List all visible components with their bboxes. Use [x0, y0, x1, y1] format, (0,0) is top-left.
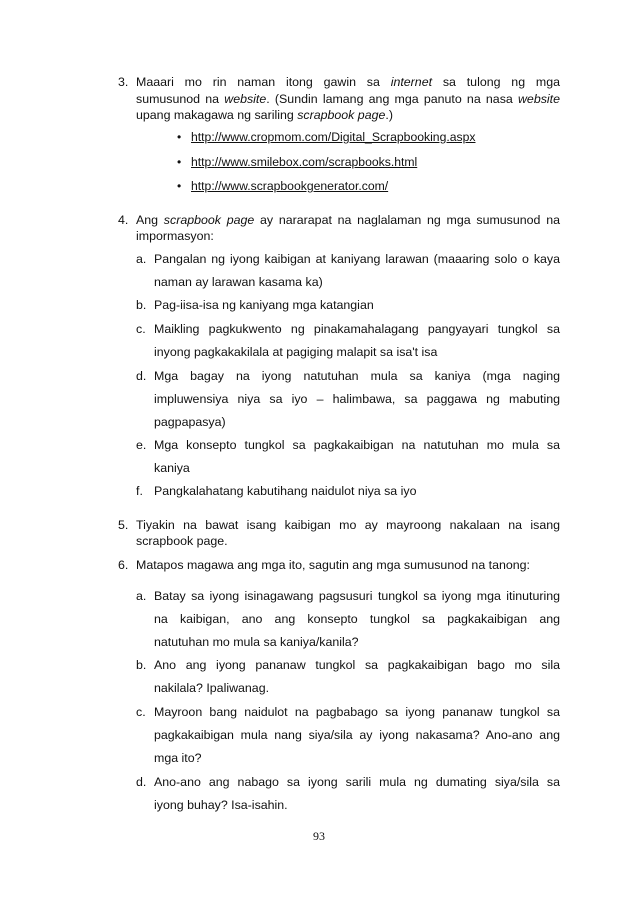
sub-item-6c-line-3: mga ito? — [154, 751, 202, 765]
sub-item-4b-line-1: Pag-iisa-isa ng kaniyang mga katangian — [154, 298, 374, 312]
sub-item-4e-line-2: kaniya — [154, 461, 190, 475]
sub-item-4d-line-2: impluwensiya niya sa iyo – halimbawa, sa paggawa ng mabuting — [154, 392, 560, 406]
sub-item-6a-line-3: natutuhan mo mula sa kaniya/kanila? — [154, 635, 359, 649]
bullet-icon: • — [177, 155, 182, 169]
sub-item-6d-line-2: iyong buhay? Isa-isahin. — [154, 798, 288, 812]
sub-item-6b-line-1: Ano ang iyong pananaw tungkol sa pagkakaibigan bago mo sila — [154, 658, 560, 672]
sub-letter: c. — [136, 705, 146, 719]
sub-letter: d. — [136, 369, 147, 383]
link-cropmom[interactable]: http://www.cropmom.com/Digital_Scrapbooking.aspx — [191, 130, 476, 144]
sub-letter: d. — [136, 775, 147, 789]
sub-item-6c-line-1: Mayroon bang naidulot na pagbabago sa iyong pananaw tungkol sa — [154, 705, 560, 719]
item-4-line-2: impormasyon: — [136, 229, 214, 243]
item-6-number: 6. — [118, 558, 129, 572]
sub-item-4d-line-1: Mga bagay na iyong natutuhan mula sa kaniya (mga naging — [154, 369, 560, 383]
item-3-number: 3. — [118, 75, 129, 89]
sub-item-6c-line-2: pagkakaibigan mula nang siya/sila ay iyong nakasama? Ano-ano ang — [154, 728, 560, 742]
item-4-line-1: Ang scrapbook page ay nararapat na naglalaman ng mga sumusunod na — [136, 213, 560, 227]
sub-item-6b-line-2: nakilala? Ipaliwanag. — [154, 681, 270, 695]
sub-item-6a-line-2: na kaibigan, ano ang konsepto tungkol sa pagkakaibigan ang — [154, 612, 560, 626]
sub-letter: b. — [136, 658, 147, 672]
sub-letter: f. — [136, 484, 143, 498]
sub-letter: a. — [136, 589, 147, 603]
sub-item-4c-line-2: inyong pagkakakilala at pagiging malapit sa isa't isa — [154, 345, 438, 359]
page-number: 93 — [313, 829, 325, 843]
sub-item-4c-line-1: Maikling pagkukwento ng pinakamahalagang pangyayari tungkol sa — [154, 322, 560, 336]
sub-item-6d-line-1: Ano-ano ang nabago sa iyong sarili mula ng dumating siya/sila sa — [154, 775, 560, 789]
sub-letter: c. — [136, 322, 146, 336]
sub-letter: b. — [136, 298, 147, 312]
sub-item-4d-line-3: pagpapasya) — [154, 415, 226, 429]
item-6-line-1: Matapos magawa ang mga ito, sagutin ang mga sumusunod na tanong: — [136, 558, 531, 572]
link-smilebox[interactable]: http://www.smilebox.com/scrapbooks.html — [191, 155, 418, 169]
sub-item-4a-line-1: Pangalan ng iyong kaibigan at kaniyang larawan (maaaring solo o kaya — [154, 252, 560, 266]
item-5-line-2: scrapbook page. — [136, 534, 228, 548]
item-5-number: 5. — [118, 518, 129, 532]
link-scrapbookgenerator[interactable]: http://www.scrapbookgenerator.com/ — [191, 179, 389, 193]
sub-item-4f-line-1: Pangkalahatang kabutihang naidulot niya sa iyo — [154, 484, 417, 498]
bullet-icon: • — [177, 130, 182, 144]
item-3-line-2: sumusunod na website. (Sundin lamang ang mga panuto na nasa website — [136, 92, 560, 106]
item-3-line-1: Maaari mo rin naman itong gawin sa internet sa tulong ng mga — [136, 75, 560, 89]
item-5-line-1: Tiyakin na bawat isang kaibigan mo ay mayroong nakalaan na isang — [136, 518, 560, 532]
sub-letter: a. — [136, 252, 147, 266]
sub-item-4e-line-1: Mga konsepto tungkol sa pagkakaibigan na natutuhan mo mula sa — [154, 438, 560, 452]
item-3-line-3: upang makagawa ng sariling scrapbook page.) — [136, 108, 393, 122]
item-4-number: 4. — [118, 213, 129, 227]
bullet-icon: • — [177, 179, 182, 193]
sub-item-6a-line-1: Batay sa iyong isinagawang pagsusuri tungkol sa iyong mga itinuturing — [154, 589, 560, 603]
sub-letter: e. — [136, 438, 147, 452]
sub-item-4a-line-2: naman ay larawan kasama ka) — [154, 275, 323, 289]
